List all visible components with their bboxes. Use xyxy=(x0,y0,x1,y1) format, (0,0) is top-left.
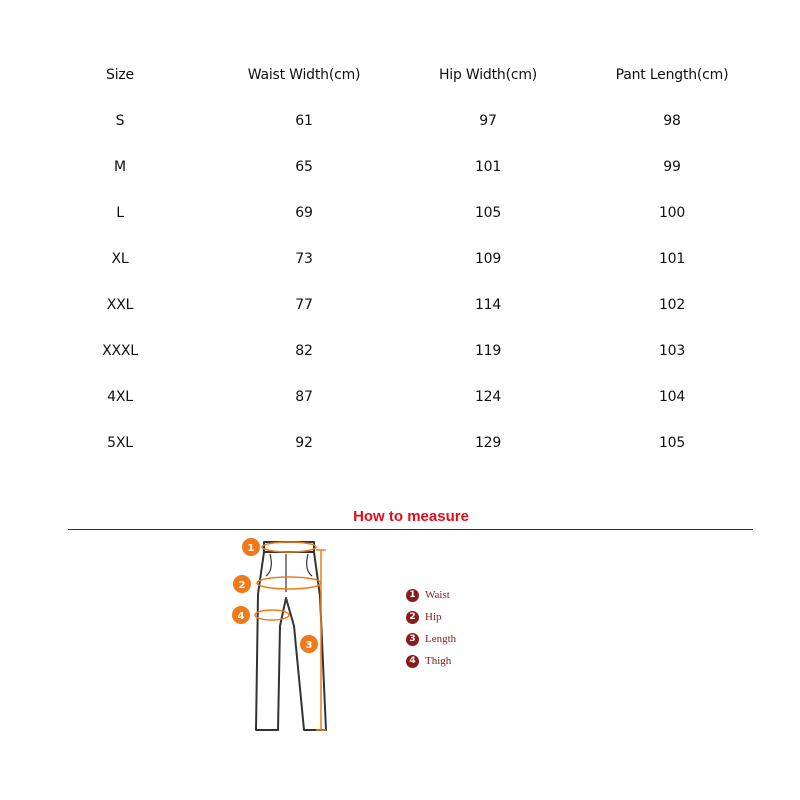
table-cell: 124 xyxy=(474,389,502,405)
size-table xyxy=(28,52,772,466)
table-cell: 99 xyxy=(663,159,681,175)
legend-item-length xyxy=(406,628,456,650)
table-row xyxy=(28,328,772,374)
table-cell: 98 xyxy=(663,113,681,129)
measurement-guides xyxy=(255,542,326,730)
table-cell: 82 xyxy=(295,343,313,359)
table-cell: 73 xyxy=(295,251,313,267)
marker-3 xyxy=(300,635,318,653)
legend-number: 1 xyxy=(406,589,419,602)
table-cell: XL xyxy=(111,251,129,267)
table-cell: 65 xyxy=(295,159,313,175)
table-cell: 114 xyxy=(474,297,502,313)
legend-number: 4 xyxy=(406,655,419,668)
table-row xyxy=(28,190,772,236)
table-cell: 109 xyxy=(474,251,502,267)
how-to-measure-title: How to measure xyxy=(353,508,469,525)
section-divider xyxy=(68,529,753,530)
legend-item-thigh xyxy=(406,650,456,672)
legend-label: Waist xyxy=(425,589,450,601)
table-cell: 5XL xyxy=(107,435,133,451)
marker-3-label: 3 xyxy=(305,640,313,651)
table-cell: 105 xyxy=(474,205,502,221)
legend-label: Length xyxy=(425,633,457,645)
table-cell: 87 xyxy=(295,389,313,405)
marker-2-label: 2 xyxy=(238,580,246,591)
legend-item-waist xyxy=(406,584,456,606)
table-row xyxy=(28,236,772,282)
table-cell: XXXL xyxy=(102,343,138,359)
table-row xyxy=(28,98,772,144)
table-cell: M xyxy=(114,159,126,175)
table-cell: 101 xyxy=(474,159,502,175)
table-row xyxy=(28,282,772,328)
table-cell: 69 xyxy=(295,205,313,221)
pants-diagram-illustration xyxy=(228,534,338,734)
table-row xyxy=(28,420,772,466)
header-cell: Hip Width(cm) xyxy=(438,67,538,83)
legend-number: 3 xyxy=(406,633,419,646)
marker-2 xyxy=(233,575,251,593)
table-cell: 103 xyxy=(658,343,686,359)
table-cell: 61 xyxy=(295,113,313,129)
table-cell: XXL xyxy=(106,297,134,313)
table-header-row xyxy=(28,52,772,98)
header-cell: Pant Length(cm) xyxy=(615,67,729,83)
pants-outline xyxy=(256,542,326,730)
header-cell: Size xyxy=(106,67,134,83)
table-cell: 101 xyxy=(658,251,686,267)
table-cell: 100 xyxy=(658,205,686,221)
table-row xyxy=(28,144,772,190)
table-cell: S xyxy=(115,113,125,129)
table-cell: 119 xyxy=(474,343,502,359)
table-cell: 105 xyxy=(658,435,686,451)
marker-4-label: 4 xyxy=(237,611,245,622)
table-cell: 77 xyxy=(295,297,313,313)
table-cell: 4XL xyxy=(107,389,133,405)
table-cell: 104 xyxy=(658,389,686,405)
marker-1 xyxy=(242,538,260,556)
measurement-legend xyxy=(406,584,456,672)
legend-number: 2 xyxy=(406,611,419,624)
legend-label: Thigh xyxy=(425,655,452,667)
legend-label: Hip xyxy=(425,611,442,623)
header-cell: Waist Width(cm) xyxy=(247,67,361,83)
marker-4 xyxy=(232,606,250,624)
table-cell: 92 xyxy=(295,435,313,451)
table-cell: 102 xyxy=(658,297,686,313)
legend-item-hip xyxy=(406,606,456,628)
table-cell: 129 xyxy=(474,435,502,451)
table-cell: L xyxy=(116,205,124,221)
table-row xyxy=(28,374,772,420)
marker-1-label: 1 xyxy=(247,543,255,554)
table-cell: 97 xyxy=(479,113,497,129)
